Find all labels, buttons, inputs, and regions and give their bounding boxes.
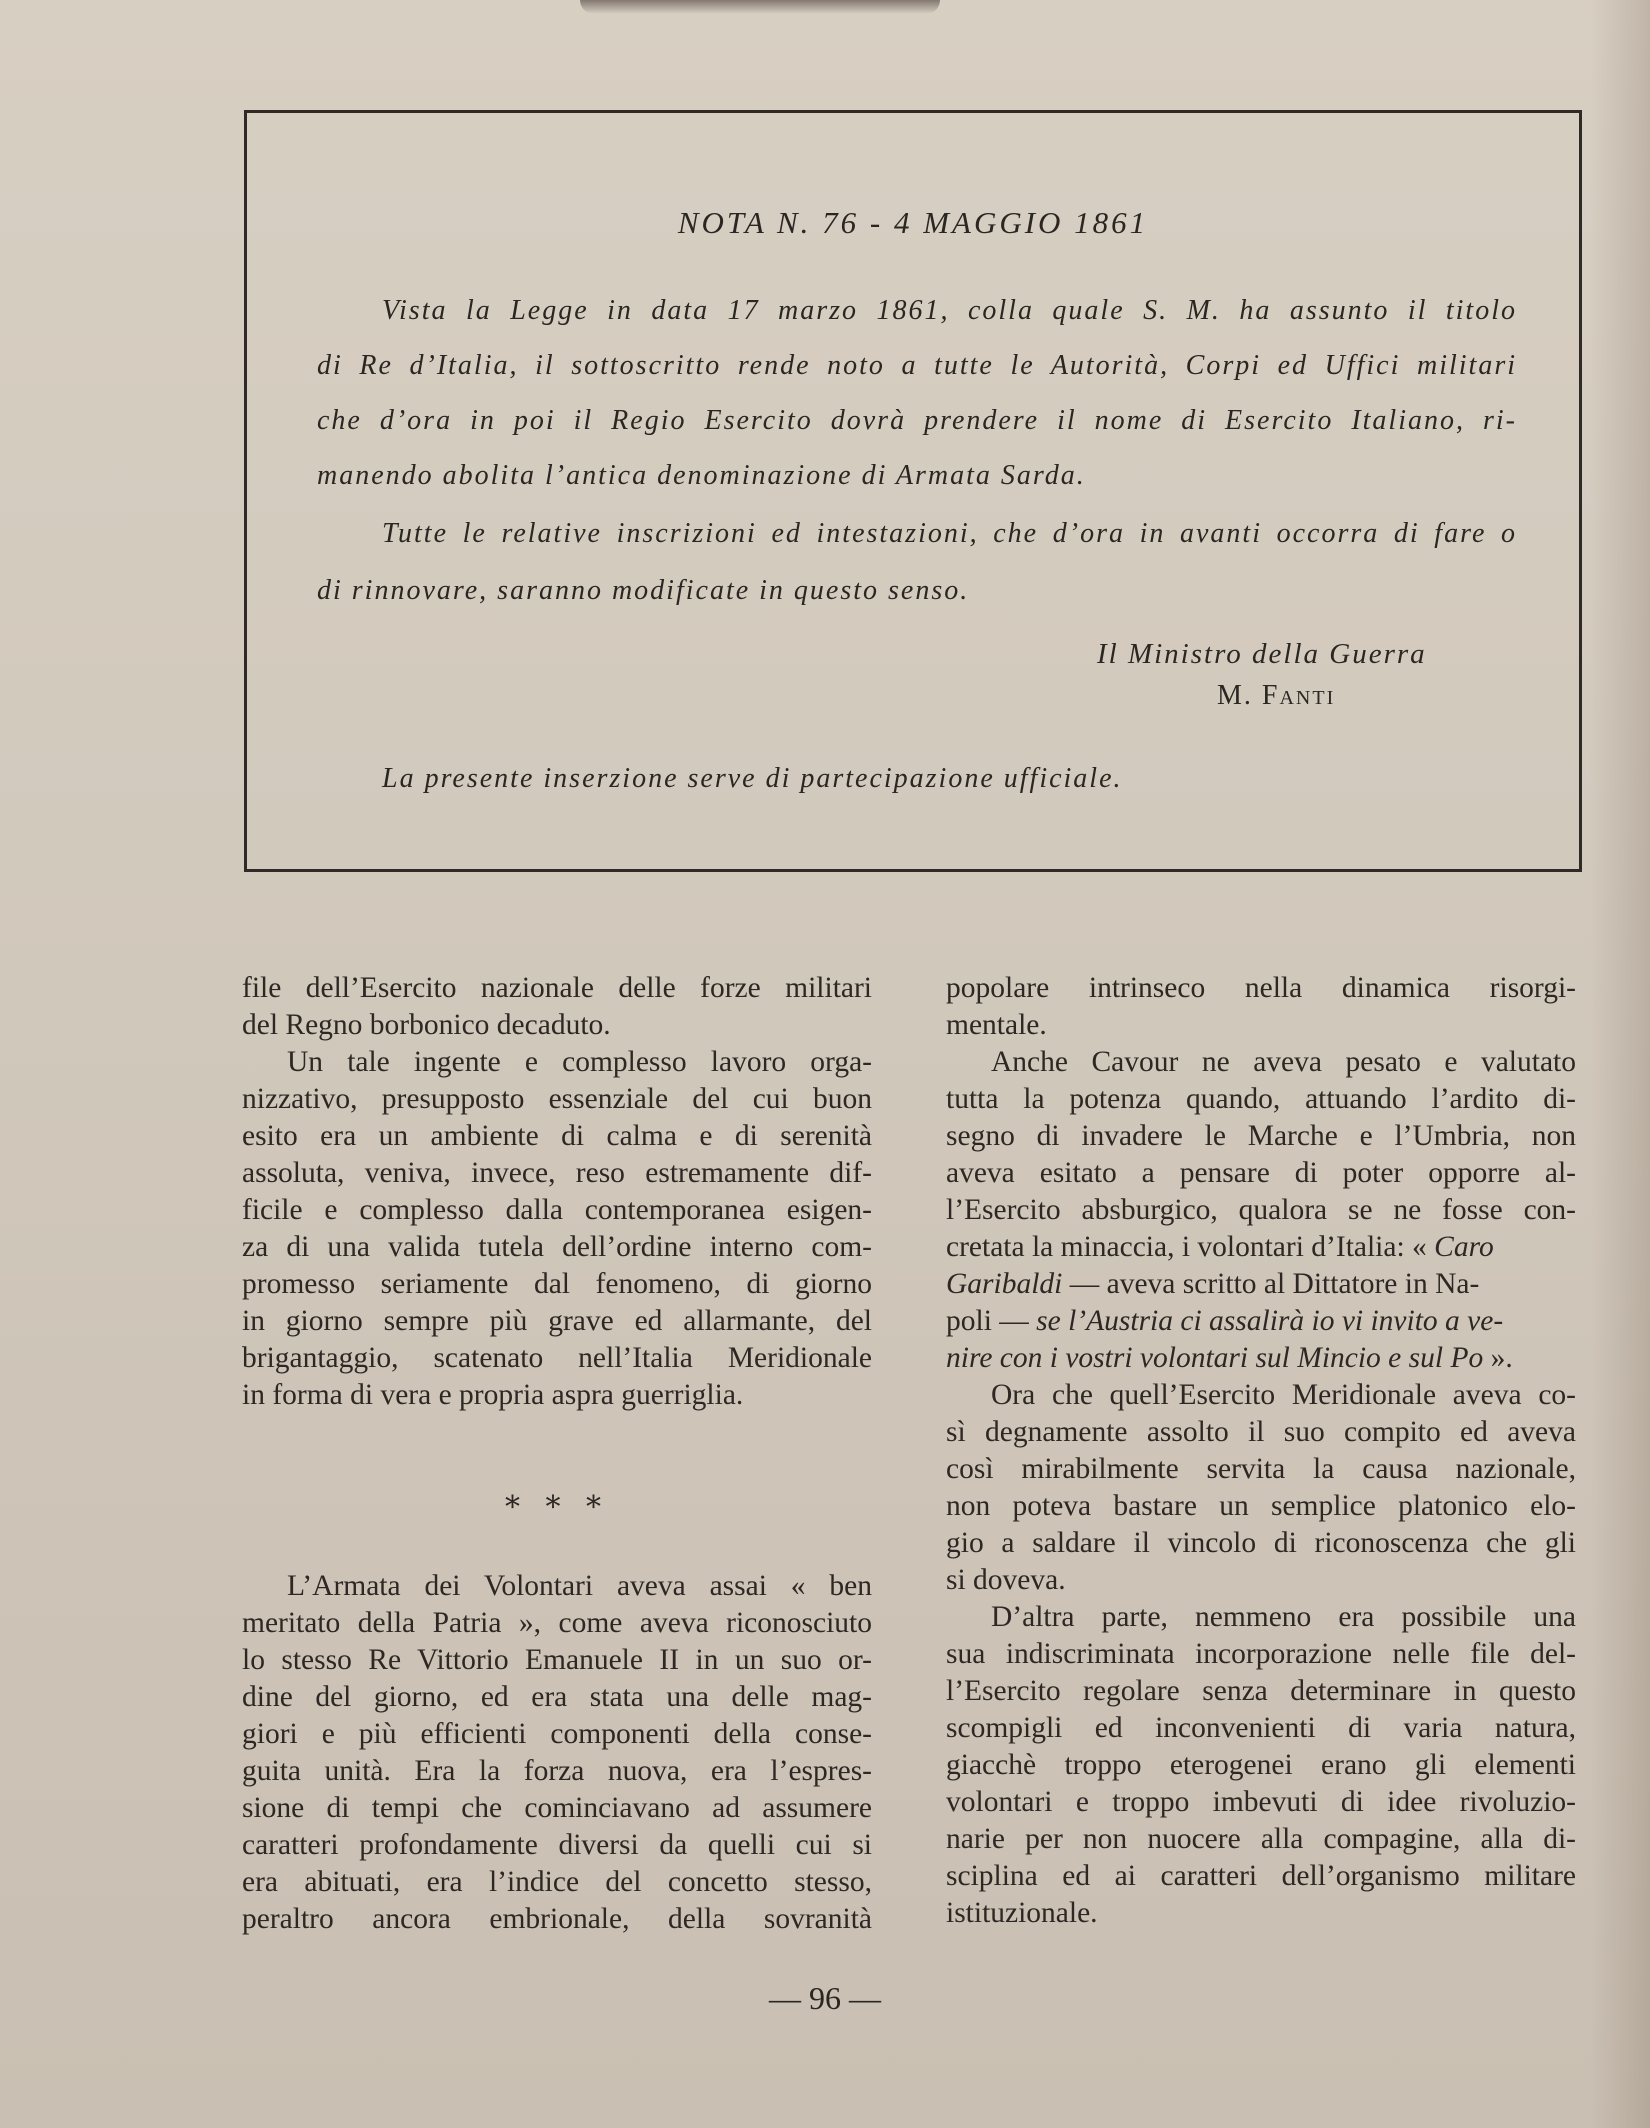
- text-line: volontari e troppo imbevuti di idee rivoluzio-: [946, 1786, 1576, 1818]
- text-line: za di una valida tutela dell’ordine interno com-: [242, 1231, 872, 1263]
- quote-span: se l’Austria ci assalirà io vi invito a ve-: [1036, 1305, 1504, 1337]
- text-line: L’Armata dei Volontari aveva assai « ben: [287, 1570, 872, 1602]
- text-span: poli —: [946, 1305, 1037, 1337]
- text-line: Anche Cavour ne aveva pesato e valutato: [991, 1046, 1576, 1078]
- text-line: meritato della Patria », come aveva riconosciuto: [242, 1607, 872, 1639]
- text-line: guita unità. Era la forza nuova, era l’espres-: [242, 1755, 872, 1787]
- text-line: in giorno sempre più grave ed allarmante, del: [242, 1305, 872, 1337]
- text-line: in forma di vera e propria aspra guerriglia.: [242, 1379, 744, 1411]
- text-line: scompigli ed inconvenienti di varia natura,: [946, 1712, 1576, 1744]
- text-line: [946, 1303, 1576, 1340]
- text-line: D’altra parte, nemmeno era possibile una: [991, 1601, 1576, 1633]
- text-line: gio a saldare il vincolo di riconoscenza che gli: [946, 1527, 1576, 1559]
- text-line: ficile e complesso dalla contemporanea esigen-: [242, 1194, 872, 1226]
- text-line: peraltro ancora embrionale, della sovranità: [242, 1903, 872, 1935]
- notice-footer: La presente inserzione serve di partecipazione ufficiale.: [382, 763, 1123, 794]
- notice-title: NOTA N. 76 - 4 MAGGIO 1861: [677, 205, 1149, 240]
- text-line: sciplina ed ai caratteri dell’organismo militare: [946, 1860, 1576, 1892]
- text-line: era abituati, era l’indice del concetto stesso,: [242, 1866, 872, 1898]
- text-line: Ora che quell’Esercito Meridionale aveva co-: [991, 1379, 1576, 1411]
- notice-line: Tutte le relative inscrizioni ed intestazioni, che d’ora in avanti occorra di fare o: [382, 518, 1517, 549]
- text-line: tutta la potenza quando, attuando l’ardito di-: [946, 1083, 1576, 1115]
- text-line: sua indiscriminata incorporazione nelle file del-: [946, 1638, 1576, 1670]
- text-line: sì degnamente assolto il suo compito ed aveva: [946, 1416, 1576, 1448]
- page-number: — 96 —: [769, 1980, 881, 2016]
- notice-box: [244, 110, 1582, 872]
- text-line: segno di invadere le Marche e l’Umbria, non: [946, 1120, 1576, 1152]
- signature-name: M. Fanti: [1217, 680, 1336, 711]
- text-line: [946, 1340, 1576, 1377]
- text-line: del Regno borbonico decaduto.: [242, 1009, 611, 1041]
- text-line: mentale.: [946, 1009, 1047, 1041]
- text-line: si doveva.: [946, 1564, 1066, 1596]
- text-line: [946, 1266, 1576, 1303]
- notice-line: di Re d’Italia, il sottoscritto rende noto a tutte le Autorità, Corpi ed Uffici militari: [317, 350, 1517, 381]
- text-line: aveva esitato a pensare di poter opporre al-: [946, 1157, 1576, 1189]
- text-line: promesso seriamente dal fenomeno, di giorno: [242, 1268, 872, 1300]
- text-line: popolare intrinseco nella dinamica risorgi-: [946, 972, 1576, 1004]
- text-line: Un tale ingente e complesso lavoro orga-: [287, 1046, 872, 1078]
- page-edge-shading: [1590, 0, 1650, 2128]
- notice-line: Vista la Legge in data 17 marzo 1861, colla quale S. M. ha assunto il titolo: [382, 295, 1517, 326]
- text-line: dine del giorno, ed era stata una delle mag-: [242, 1681, 872, 1713]
- text-span: — aveva scritto al Dittatore in Na-: [1062, 1268, 1480, 1300]
- text-line: [946, 1229, 1576, 1266]
- text-line: brigantaggio, scatenato nell’Italia Meridionale: [242, 1342, 872, 1374]
- text-line: esito era un ambiente di calma e di serenità: [242, 1120, 872, 1152]
- right-column: [946, 970, 1576, 1932]
- text-line: giacchè troppo eterogenei erano gli elementi: [946, 1749, 1576, 1781]
- section-separator: * * *: [504, 1490, 610, 1525]
- text-line: caratteri profondamente diversi da quelli cui si: [242, 1829, 872, 1861]
- text-line: lo stesso Re Vittorio Emanuele II in un suo or-: [242, 1644, 872, 1676]
- left-column-continued: [242, 1568, 872, 1938]
- quote-span: Garibaldi: [946, 1268, 1063, 1300]
- text-line: l’Esercito regolare senza determinare in questo: [946, 1675, 1576, 1707]
- text-line: non poteva bastare un semplice platonico elo-: [946, 1490, 1576, 1522]
- quote-span: Caro: [1434, 1231, 1494, 1263]
- text-line: istituzionale.: [946, 1897, 1098, 1929]
- text-line: giori e più efficienti componenti della conse-: [242, 1718, 872, 1750]
- text-line: così mirabilmente servita la causa nazionale,: [946, 1453, 1576, 1485]
- text-line: assoluta, veniva, invece, reso estremamente dif-: [242, 1157, 872, 1189]
- notice-line: manendo abolita l’antica denominazione di Armata Sarda.: [317, 460, 1086, 491]
- text-line: l’Esercito absburgico, qualora se ne fosse con-: [946, 1194, 1576, 1226]
- text-span: ».: [1483, 1342, 1513, 1374]
- quote-span: nire con i vostri volontari sul Mincio e sul Po: [946, 1342, 1484, 1374]
- signature-role: Il Ministro della Guerra: [1097, 638, 1427, 670]
- left-column: [242, 970, 872, 1414]
- text-span: cretata la minaccia, i volontari d’Italia: «: [946, 1231, 1435, 1263]
- text-line: nizzativo, presupposto essenziale del cui buon: [242, 1083, 872, 1115]
- text-line: sione di tempi che cominciavano ad assumere: [242, 1792, 872, 1824]
- page-shadow: [580, 0, 940, 14]
- notice-line: che d’ora in poi il Regio Esercito dovrà prendere il nome di Esercito Italiano, ri-: [317, 405, 1517, 436]
- text-line: narie per non nuocere alla compagine, alla di-: [946, 1823, 1576, 1855]
- text-line: file dell’Esercito nazionale delle forze militari: [242, 972, 872, 1004]
- notice-line: di rinnovare, saranno modificate in questo senso.: [317, 575, 970, 606]
